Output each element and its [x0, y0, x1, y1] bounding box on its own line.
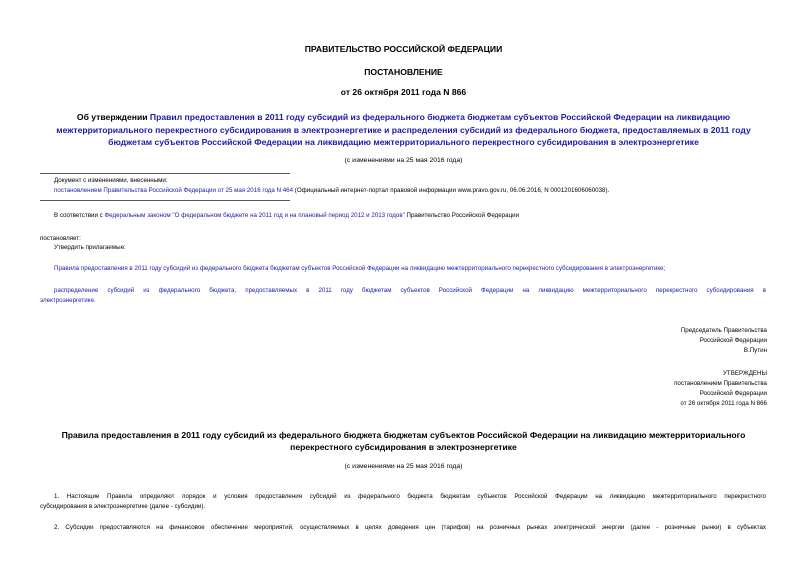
document-date-number: от 26 октября 2011 года N 866 — [340, 87, 467, 97]
distribution-link-line-1[interactable]: распределение субсидий из федерального бюджета, предоставляемых в 2011 году бюджетам субъектов Российской Федерации на ликвидацию межтерриториального перекрестного субсидирования в — [54, 287, 766, 294]
document-type: ПОСТАНОВЛЕНИЕ — [364, 67, 443, 77]
distribution-link-line-2[interactable]: электроэнергетике. — [40, 297, 96, 304]
title-link-part-2[interactable]: межтерриториального перекрестного субсидирования в электроэнергетике и распределения субсидий из федерального бюджета, предоставляемых в 2011 году — [56, 125, 751, 135]
approved-label: УТВЕРЖДЕНЫ — [723, 370, 767, 377]
divider-bottom — [40, 200, 290, 201]
rules-title-line-1: Правила предоставления в 2011 году субсидий из федерального бюджета бюджетам субъектов Российской Федерации на ликвидацию межтерриториального — [61, 430, 746, 440]
rules-link[interactable]: Правила предоставления в 2011 году субсидий из федерального бюджета бюджетам субъектов Российской Федерации на ликвидацию межтерриториального перекрестного субсидирования в электроэнергетике; — [54, 265, 666, 272]
resolves-text: постановляет: — [40, 235, 81, 242]
preamble-prefix: В соответствии с — [54, 212, 105, 219]
amended-note: (с изменениями на 25 мая 2016 года) — [344, 157, 463, 164]
paragraph-1-line-2: субсидирования в электроэнергетике (далее - субсидии). — [40, 503, 206, 510]
changes-label: Документ с изменениями, внесенными: — [54, 177, 168, 184]
title-line-1 — [0, 112, 807, 122]
approved-country: Российской Федерации — [699, 390, 767, 397]
divider-top — [40, 173, 290, 174]
paragraph-1-line-1: 1. Настоящие Правила определяют порядок и условия предоставления субсидий из федерального бюджета бюджетам субъектов Российской Федерации на ликвидацию межтерриториального перекрестного — [54, 493, 766, 500]
title-prefix: Об утверждении — [76, 112, 150, 122]
rules-title-line-2: перекрестного субсидирования в электроэнергетике — [290, 442, 517, 452]
federal-law-link[interactable]: Федеральным законом "О федеральном бюджете на 2011 год и на плановый период 2012 и 2013 годов" — [104, 212, 405, 219]
signature-name: В.Путин — [743, 347, 767, 354]
government-name: ПРАВИТЕЛЬСТВО РОССИЙСКОЙ ФЕДЕРАЦИИ — [304, 44, 503, 54]
title-link-part-1[interactable]: Правил предоставления в 2011 году субсидий из федерального бюджета бюджетам субъектов Российской Федерации на ликвидацию — [149, 112, 731, 122]
changes-source: (Официальный интернет-портал правовой информации www.pravo.gov.ru, 06.06.2016, N 0001201606060038). — [293, 187, 610, 194]
preamble — [54, 212, 519, 219]
approved-by: постановлением Правительства — [674, 380, 767, 387]
changes-link[interactable]: постановлением Правительства Российской Федерации от 25 мая 2016 года N 464 — [54, 187, 294, 194]
changes-line — [54, 187, 609, 194]
title-link-part-3[interactable]: бюджетам субъектов Российской Федерации на ликвидацию межтерриториального перекрестного субсидирования в электроэнергетике — [108, 137, 699, 147]
preamble-suffix: Правительство Российской Федерации — [404, 212, 520, 219]
approve-text: Утвердить прилагаемые: — [54, 244, 126, 251]
signature-position: Председатель Правительства — [680, 327, 767, 334]
approved-date: от 26 октября 2011 года N 866 — [680, 400, 767, 407]
paragraph-2-line-1: 2. Субсидии предоставляются на финансовое обеспечение мероприятий, осуществляемых в целях доведения цен (тарифов) на розничных рынках электрической энергии (далее - розничные рынки) в субъектах — [54, 524, 766, 531]
rules-amended-note: (с изменениями на 25 мая 2016 года) — [344, 463, 463, 470]
signature-country: Российской Федерации — [699, 337, 767, 344]
